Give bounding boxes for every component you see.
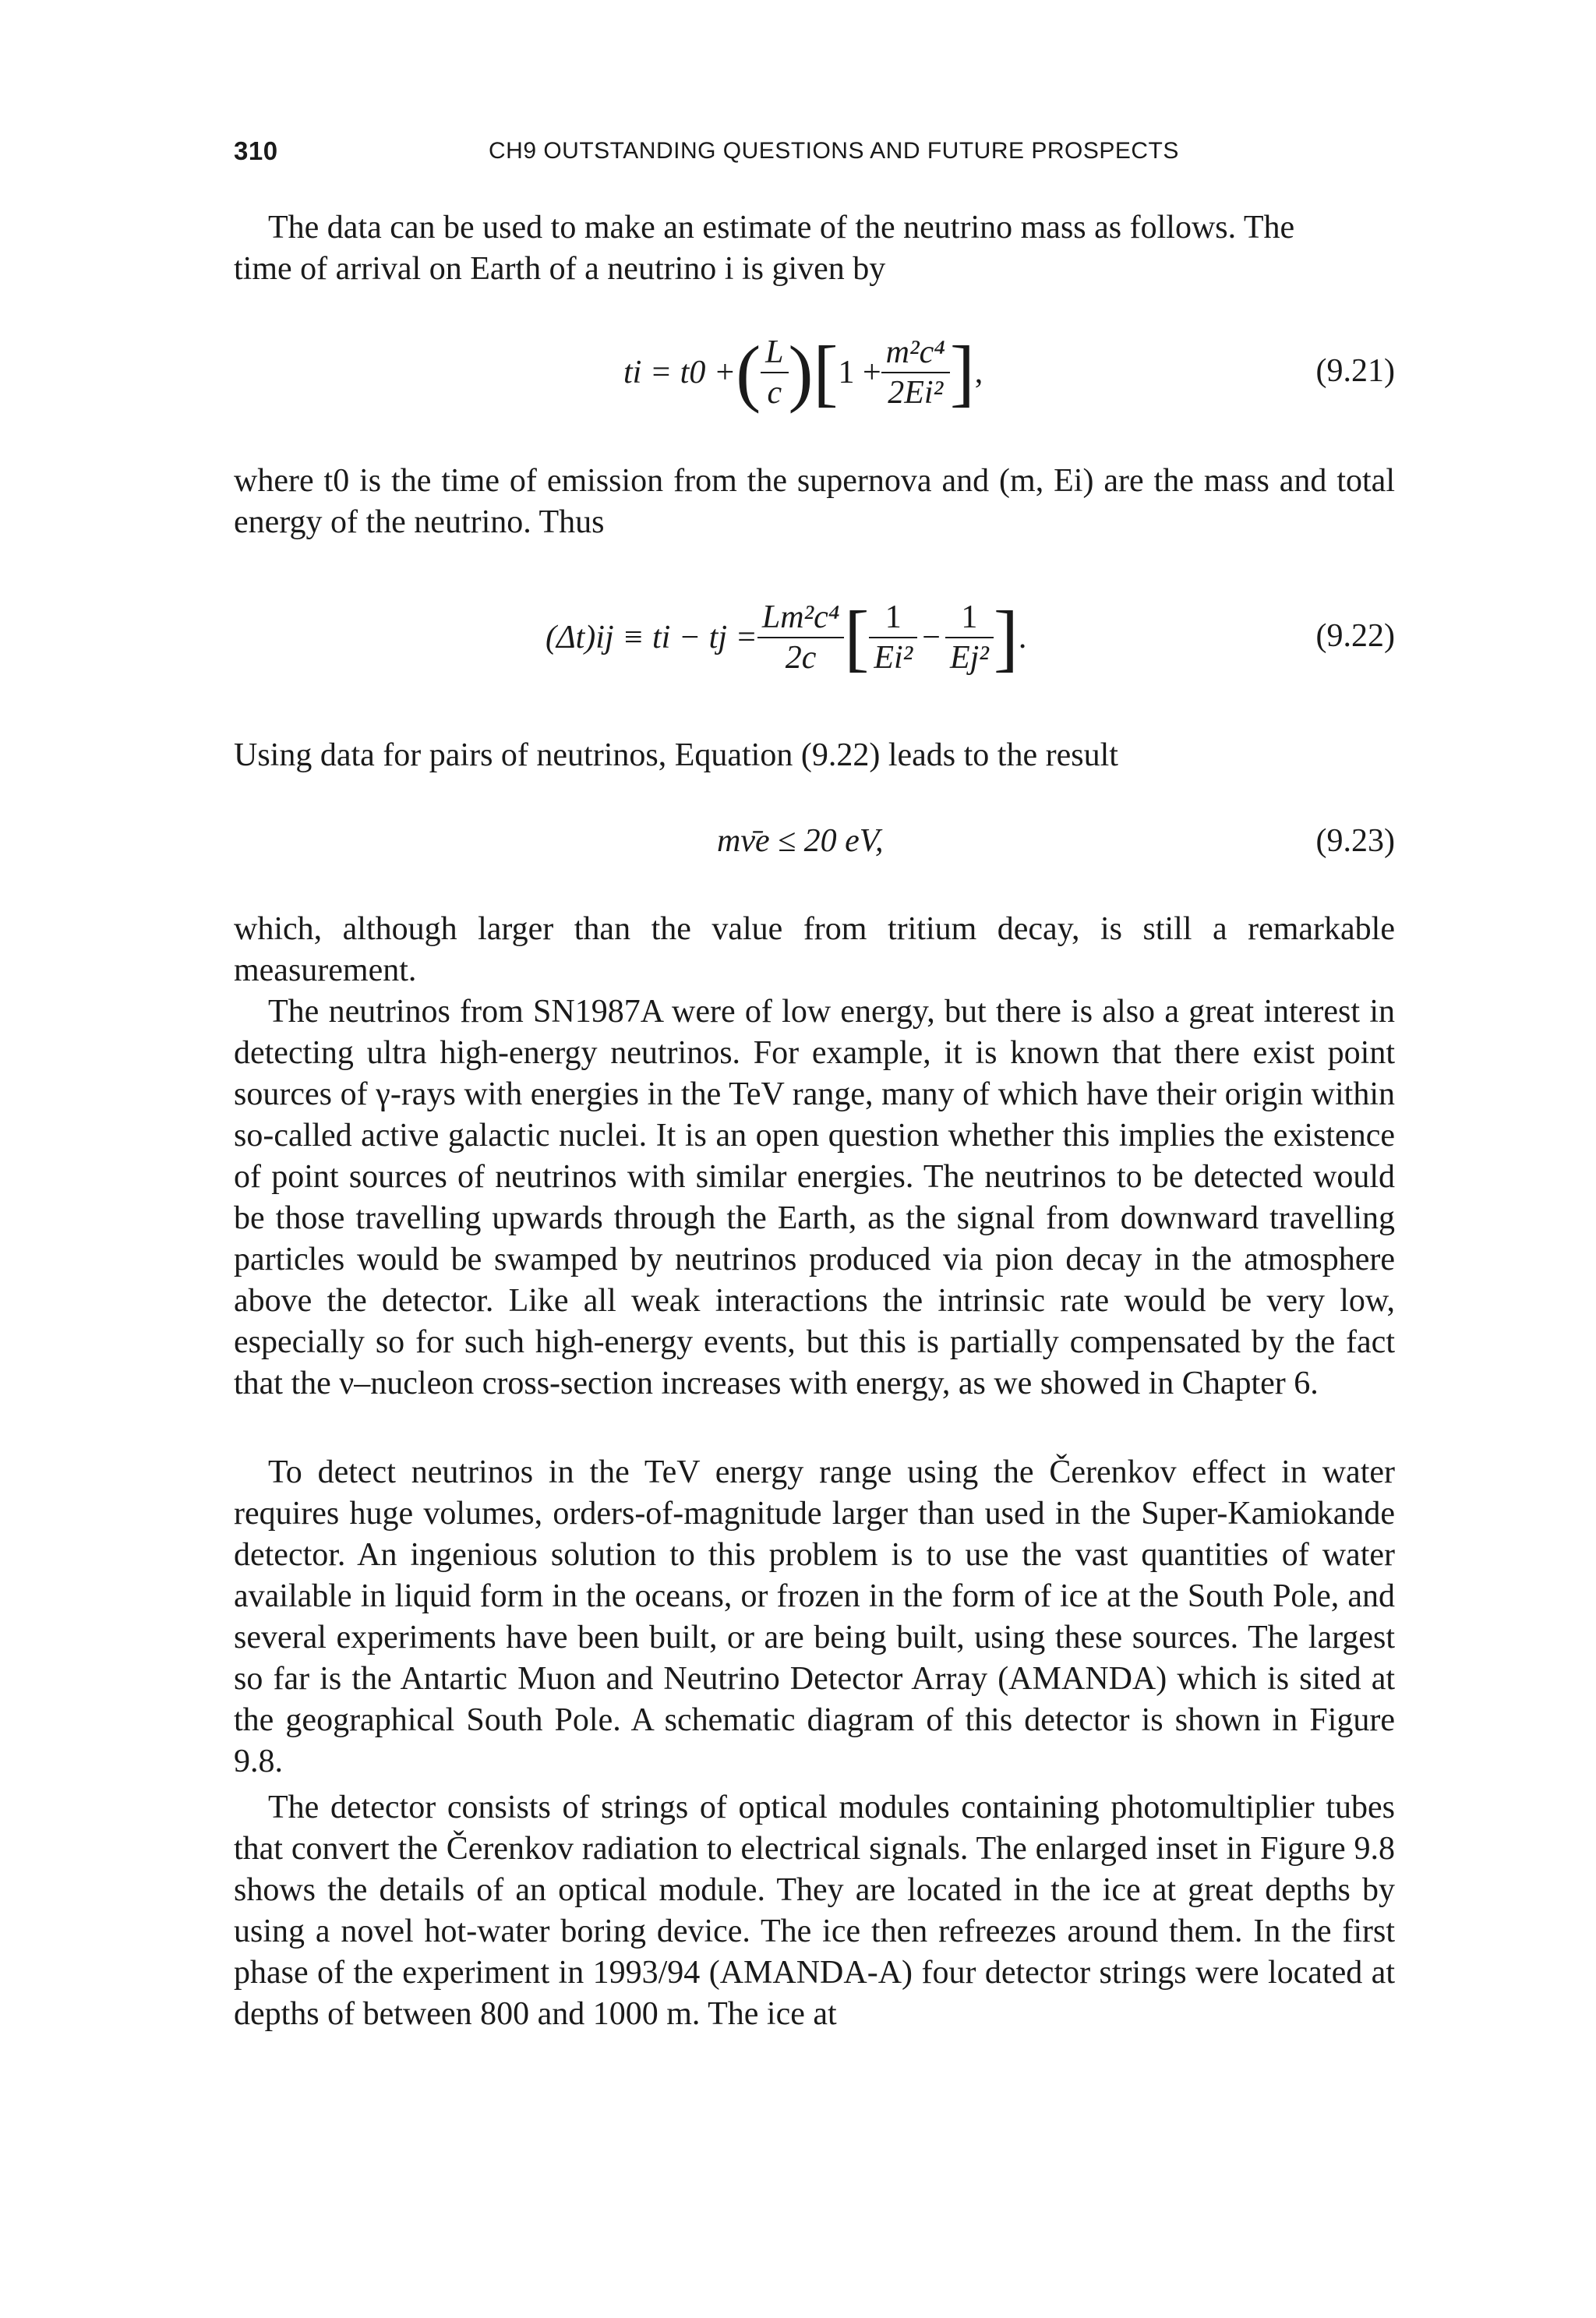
eq-9-22-frac-num: Lm²c⁴ bbox=[757, 598, 845, 638]
paragraph-intro-line2: time of arrival on Earth of a neutrino i is given by bbox=[234, 251, 886, 287]
eq-9-21-frac-den: 2Ei² bbox=[888, 375, 944, 411]
equation-number: (9.21) bbox=[1315, 353, 1395, 389]
left-bracket: [ bbox=[813, 330, 839, 414]
equation-9-21 bbox=[234, 318, 1395, 427]
paragraph-detector: The detector consists of strings of optical modules containing photomultiplier tubes that convert the Čerenkov radiation to electrical signals. The enlarged inset in Figure 9.8 shows the details of an optical module. They are located in the ice at great depths by using a novel hot-water boring device. The ice then refreezes around them. In the first phase of the experiment in 1993/94 (AMANDA-A) four detector strings were located at depths of between 800 and 1000 m. The ice at bbox=[234, 1790, 1395, 2032]
paragraph-intro-line1: The data can be used to make an estimate of the neutrino mass as follows. The bbox=[268, 210, 1295, 246]
right-bracket: ] bbox=[949, 330, 975, 414]
eq-9-21-bracket-pre: 1 + bbox=[838, 355, 881, 390]
eq-9-22-frac-den: 2c bbox=[785, 640, 817, 676]
left-paren: ( bbox=[736, 330, 761, 414]
page-number: 310 bbox=[234, 136, 278, 165]
eq-9-22-f1-num: 1 bbox=[869, 598, 917, 638]
eq-9-22-f1-den: Ei² bbox=[874, 640, 913, 676]
equation-number: (9.22) bbox=[1315, 618, 1395, 654]
equation-number: (9.23) bbox=[1315, 823, 1395, 859]
right-bracket: ] bbox=[993, 595, 1019, 679]
eq-9-21-paren-den: c bbox=[767, 375, 782, 411]
eq-9-22-minus: − bbox=[922, 620, 941, 655]
paragraph-high-energy: The neutrinos from SN1987A were of low energy, but there is also a great interest in detecting ultra high-energy neutrinos. For example, it is known that there exist point sources of γ-rays with energies in the TeV range, many of which have their origin within so-called active galactic nuclei. It is an open question whether this implies the existence of point sources of neutrinos with similar energies. The neutrinos to be detected would be those travelling upwards through the Earth, as the signal from downward travelling particles would be swamped by neutrinos produced via pion decay in the atmosphere above the detector. Like all weak interactions the intrinsic rate would be very low, especially so for such high-energy events, but this is partially compensated by the fact that the ν–nucleon cross-section increases with energy, as we showed in Chapter 6. bbox=[234, 994, 1395, 1401]
eq-9-21-paren-num: L bbox=[761, 333, 788, 373]
paragraph-using-data: Using data for pairs of neutrinos, Equation (9.22) leads to the result bbox=[234, 737, 1118, 773]
eq-9-21-trail: , bbox=[974, 355, 983, 390]
eq-9-22-trail: . bbox=[1018, 620, 1027, 655]
paragraph-cerenkov: To detect neutrinos in the TeV energy range using the Čerenkov effect in water requires huge volumes, orders-of-magnitude larger than used in the Super-Kamiokande detector. An ingenious solution to this problem is to use the vast quantities of water available in liquid form in the oceans, or frozen in the form of ice at the South Pole, and several experiments have been built, or are being built, using these sources. The largest so far is the Antartic Muon and Neutrino Detector Array (AMANDA) which is sited at the geographical South Pole. A schematic diagram of this detector is shown in Figure 9.8. bbox=[234, 1454, 1395, 1779]
eq-9-21-lhs: ti = t0 + bbox=[623, 355, 736, 390]
right-paren: ) bbox=[788, 330, 814, 414]
eq-9-22-f2-num: 1 bbox=[945, 598, 994, 638]
eq-9-22-lhs: (Δt)ij ≡ ti − tj = bbox=[546, 620, 757, 655]
chapter-title: CH9 OUTSTANDING QUESTIONS AND FUTURE PROSPECTS bbox=[489, 138, 1179, 164]
eq-9-23-expr: mν̄e ≤ 20 eV, bbox=[717, 823, 884, 859]
eq-9-21-frac-num: m²c⁴ bbox=[881, 333, 950, 373]
equation-9-23 bbox=[234, 822, 1395, 869]
paragraph-where: where t0 is the time of emission from the supernova and (m, Ei) are the mass and total energy of the neutrino. Thus bbox=[234, 463, 1395, 540]
eq-9-22-f2-den: Ej² bbox=[949, 640, 989, 676]
running-head bbox=[234, 136, 1395, 174]
paragraph-which: which, although larger than the value from tritium decay, is still a remarkable measurement. bbox=[234, 911, 1395, 988]
left-bracket: [ bbox=[844, 595, 870, 679]
equation-9-22 bbox=[234, 583, 1395, 692]
